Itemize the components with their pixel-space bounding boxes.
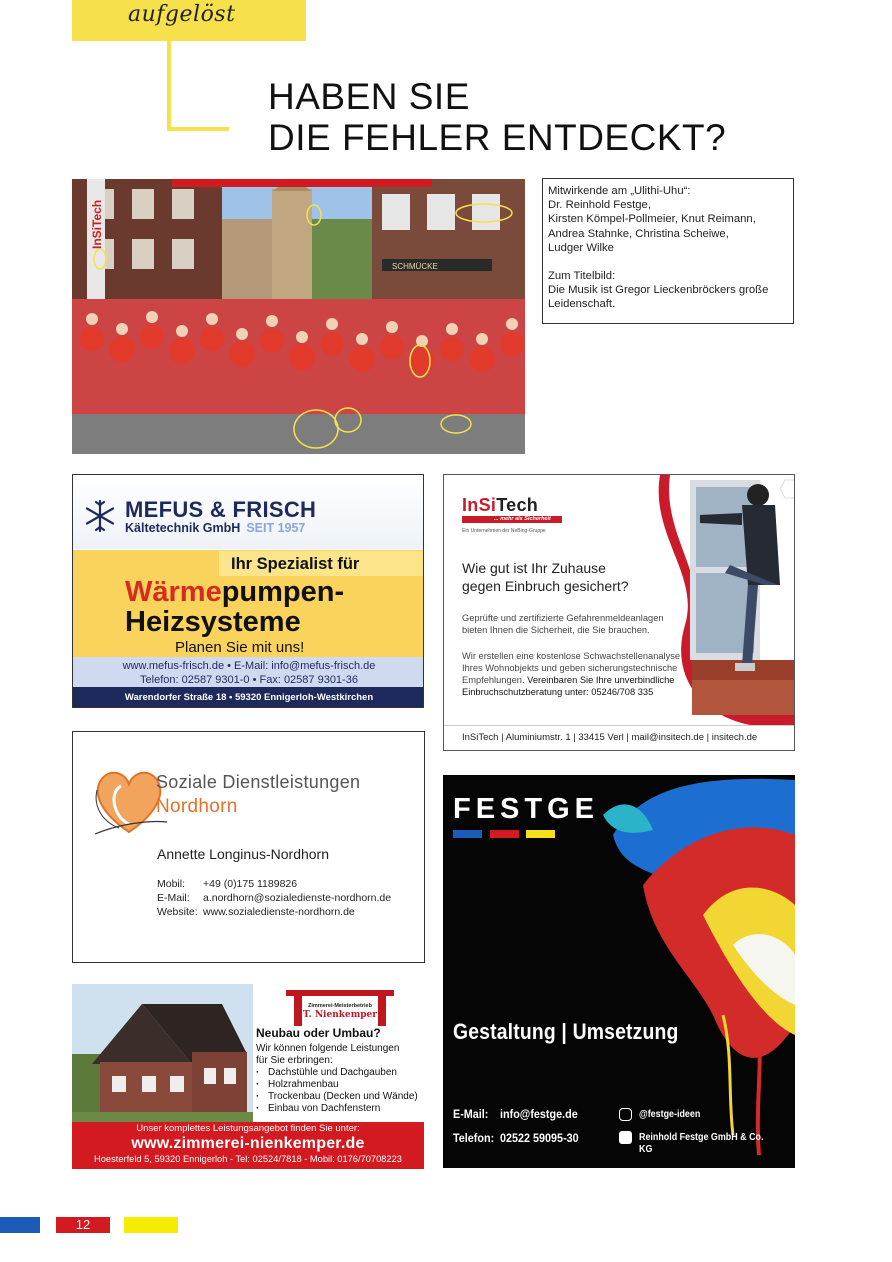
insitech-text-line: bieten Ihnen die Sicherheit, die Sie brauchen. — [462, 625, 650, 635]
credits-line: Ludger Wilke — [548, 241, 614, 254]
insitech-text-line — [462, 674, 702, 686]
insitech-text-part: Vereinbaren Sie Ihre unverbindliche — [527, 675, 675, 685]
house-photo — [72, 984, 253, 1122]
insitech-logo-a: InSi — [462, 495, 497, 515]
festge-email-label: E-Mail: — [453, 1107, 489, 1121]
soziale-mobil: +49 (0)175 1189826 — [203, 878, 298, 890]
photo-shop-sign: SCHMÜCKE — [392, 262, 438, 271]
insitech-text-line: Ihres Wohnobjekts und geben sicherungstechnische — [462, 663, 678, 673]
insitech-headline-line1: Wie gut ist Ihr Zuhause — [462, 560, 606, 576]
footer-bar-yellow — [124, 1217, 178, 1233]
mefus-headline-2: Heizsysteme — [125, 606, 301, 638]
section-tag-label: aufgelöst — [128, 2, 236, 27]
snowflake-icon — [83, 499, 117, 533]
mefus-header — [73, 475, 424, 549]
ad-festge[interactable] — [443, 775, 795, 1168]
race-photo-graphic — [72, 179, 525, 454]
zimmerei-bar-intro: Unser komplettes Leistungsangebot finden Sie unter: — [136, 1123, 360, 1134]
festge-linkedin[interactable]: Reinhold Festge GmbH & Co. KG — [639, 1131, 764, 1155]
insitech-logo-b: Tech — [496, 495, 539, 515]
page-title-line2: DIE FEHLER ENTDECKT? — [268, 117, 727, 158]
mefus-contact-web[interactable]: www.mefus-frisch.de • E-Mail: info@mefus-frisch.de — [122, 660, 376, 672]
credits-line: Mitwirkende am „Ulithi-Uhu“: — [548, 185, 691, 197]
insitech-slogan: ... mehr als Sicherheit — [494, 516, 551, 522]
soziale-mobil-label: Mobil: — [157, 878, 186, 890]
mefus-headline-red: Wärme — [125, 576, 222, 608]
soziale-contact-details — [157, 877, 391, 919]
festge-email[interactable]: info@festge.de — [500, 1107, 578, 1121]
insitech-paragraph-2 — [462, 650, 702, 698]
zimmerei-intro — [256, 1043, 399, 1067]
soziale-contact-name: Annette Longinus-Nordhorn — [157, 846, 330, 862]
credits-line: Leidenschaft. — [548, 298, 616, 311]
zimmerei-contact-bar — [72, 1122, 424, 1169]
mefus-tagline: Planen Sie mit uns! — [175, 639, 305, 656]
mefus-contact-phone: Telefon: 02587 9301-0 • Fax: 02587 9301-36 — [140, 674, 358, 686]
credits-line: Kirsten Kömpel-Pollmeier, Knut Reimann, — [548, 213, 756, 226]
mefus-subtitle-text: Kältetechnik GmbH — [125, 521, 241, 535]
soziale-title-1: Soziale Dienstleistungen — [156, 772, 361, 792]
linkedin-icon — [619, 1131, 632, 1144]
race-photo — [72, 179, 525, 454]
insitech-text-line: Wir erstellen eine kostenlose Schwachstellenanalyse — [462, 651, 681, 661]
insitech-text-line: Einbruchschutzberatung unter: 05246/708 335 — [462, 687, 654, 697]
mefus-company-name: MEFUS & FRISCH — [125, 497, 317, 522]
zimmerei-question: Neubau oder Umbau? — [256, 1026, 381, 1040]
zimmerei-address: Hoesterfeld 5, 59320 Ennigerloh - Tel: 02524/7818 - Mobil: 0176/70708223 — [94, 1154, 402, 1164]
ad-zimmerei-nienkemper[interactable] — [72, 984, 424, 1169]
insitech-text-line: Geprüfte und zertifizierte Gefahrenmeldeanlagen — [462, 613, 664, 623]
mefus-since: SEIT 1957 — [246, 521, 306, 535]
festge-stripe-blue — [453, 830, 482, 838]
photo-banner-text: InSiTech — [90, 199, 104, 249]
list-item: · Holzrahmenbau — [256, 1079, 418, 1091]
zimmerei-intro-line: für Sie erbringen: — [256, 1055, 333, 1066]
insitech-headline — [462, 559, 629, 595]
divider-line — [167, 41, 171, 131]
footer-bar-blue — [0, 1217, 40, 1233]
insitech-footer[interactable]: InSiTech | Aluminiumstr. 1 | 33415 Verl | mail@insitech.de | insitech.de — [444, 725, 795, 751]
nienkemper-logo-line1: Zimmerei-Meisterbetrieb — [308, 1003, 372, 1009]
ad-insitech[interactable] — [443, 474, 795, 751]
soziale-email-link[interactable]: a.nordhorn@sozialedienste-nordhorn.de — [203, 892, 392, 904]
ad-soziale-dienstleistungen[interactable] — [72, 731, 425, 963]
mefus-headline-black: pumpen- — [221, 576, 345, 608]
soziale-email-label: E-Mail: — [157, 892, 190, 904]
zimmerei-website-link[interactable]: www.zimmerei-nienkemper.de — [131, 1135, 365, 1152]
festge-stripe-yellow — [526, 830, 555, 838]
page-title — [268, 76, 726, 158]
list-item: · Einbau von Dachfenstern — [256, 1103, 418, 1115]
list-item: · Trockenbau (Decken und Wände) — [256, 1091, 418, 1103]
festge-slogan: Gestaltung | Umsetzung — [453, 1019, 679, 1044]
zimmerei-intro-line: Wir können folgende Leistungen — [256, 1043, 400, 1054]
divider-line — [167, 127, 229, 131]
mefus-headline — [125, 576, 344, 608]
credits-line: Dr. Reinhold Festge, — [548, 199, 651, 212]
festge-phone: 02522 59095-30 — [500, 1131, 579, 1145]
page-number: 12 — [56, 1217, 110, 1233]
insitech-text-part: Empfehlungen. — [462, 675, 528, 685]
credits-box — [542, 178, 794, 324]
credits-line: Zum Titelbild: — [548, 270, 616, 283]
nienkemper-logo-line2: T. Nienkemper — [303, 1010, 377, 1020]
mefus-address: Warendorfer Straße 18 • 59320 Ennigerloh-Westkirchen — [73, 687, 424, 708]
zimmerei-services — [256, 1067, 418, 1115]
instagram-icon — [619, 1108, 632, 1121]
soziale-website-link[interactable]: www.sozialedienste-nordhorn.de — [203, 906, 355, 918]
mefus-contact — [73, 657, 424, 687]
insitech-paragraph-1 — [462, 612, 702, 636]
ad-mefus-frisch[interactable] — [72, 474, 424, 708]
list-item: · Dachstühle und Dachgauben — [256, 1067, 418, 1079]
festge-instagram[interactable]: @festge-ideen — [639, 1108, 701, 1120]
insitech-group: Ein Unternehmen der NeBing-Gruppe — [462, 528, 546, 534]
festge-stripe-red — [490, 830, 519, 838]
mefus-main-panel — [73, 550, 424, 657]
insitech-headline-line2: gegen Einbruch gesichert? — [462, 578, 629, 594]
soziale-title-2: Nordhorn — [156, 796, 238, 817]
festge-phone-label: Telefon: — [453, 1131, 495, 1145]
page-title-line1: HABEN SIE — [268, 76, 470, 117]
mefus-subtitle — [125, 521, 305, 535]
insitech-logo — [462, 495, 538, 516]
credits-line: Andrea Stahnke, Christina Scheiwe, — [548, 227, 729, 240]
soziale-web-label: Website: — [157, 906, 198, 918]
credits-line: Die Musik ist Gregor Lieckenbröckers große — [548, 284, 769, 297]
mefus-specialist: Ihr Spezialist für — [231, 555, 360, 573]
festge-logo: FESTGE — [453, 793, 600, 825]
